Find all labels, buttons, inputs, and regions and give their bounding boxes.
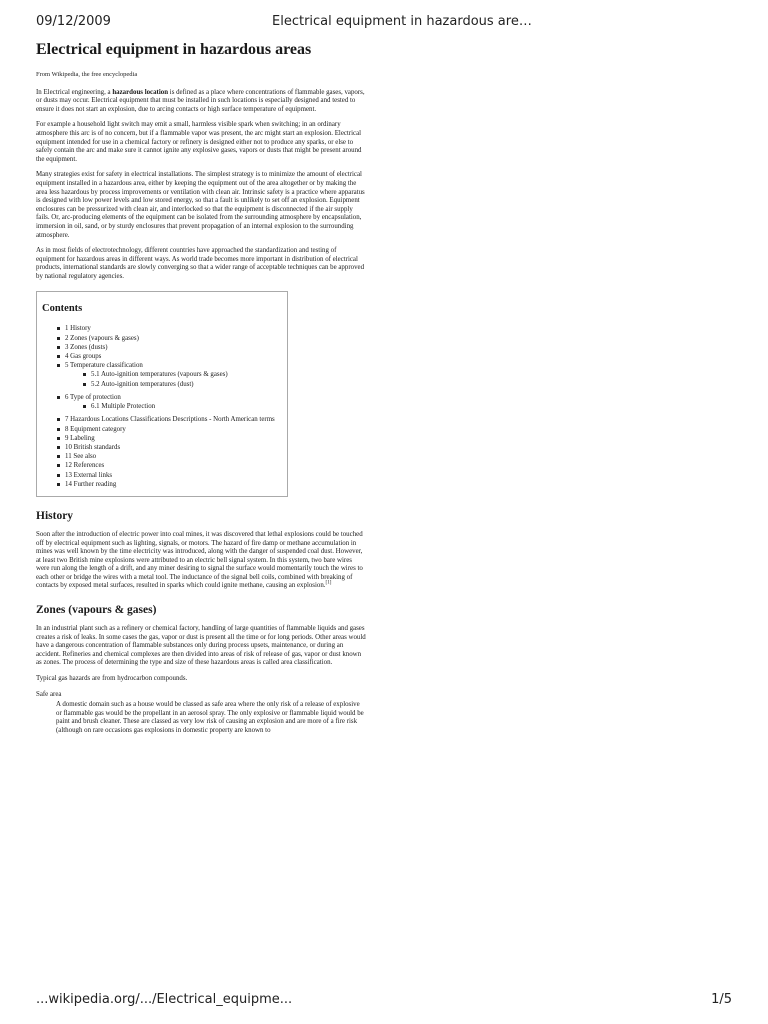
zones-paragraph-2: Typical gas hazards are from hydrocarbon compounds. (36, 675, 188, 683)
toc-item-label[interactable]: 8 Equipment category (65, 425, 126, 433)
intro-1-lead: In Electrical engineering, a (36, 88, 113, 96)
toc-item[interactable] (57, 361, 283, 389)
toc-subitem-label[interactable]: 6.1 Multiple Protection (91, 403, 156, 411)
safe-area-term: Safe area (36, 690, 62, 698)
toc-item[interactable] (57, 415, 283, 424)
toc-item[interactable] (57, 434, 283, 443)
toc-item-label[interactable]: 9 Labeling (65, 434, 95, 442)
toc-sublist (65, 402, 283, 411)
print-footer (0, 992, 768, 1012)
toc-item-label[interactable]: 5 Temperature classification (65, 362, 143, 370)
toc-item-label[interactable]: 2 Zones (vapours & gases) (65, 334, 139, 342)
toc-sublist (65, 370, 283, 388)
zones-paragraph-1: In an industrial plant such as a refinery or chemical factory, handling of large quantities of flammable liquids and gases creates a risk of leaks. In some cases the gas, vapor or dust is present all the time or for long periods. Other areas would have a dangerous concentration of flammable substances only during process upsets, maintenance, or during an accident. Refineries and chemical complexes are then divided into areas of risk of release of gas, vapor or dust known as zones. The process of determining the type and size of these hazardous areas is called area classification. (36, 625, 366, 667)
toc-item[interactable] (57, 452, 283, 461)
toc-item-label[interactable]: 10 British standards (65, 443, 121, 451)
toc-subitem[interactable] (83, 370, 283, 379)
intro-paragraph-2: For example a household light switch may emit a small, harmless visible spark when switching; in an ordinary atmosphere this arc is of no concern, but if a flammable vapor was present, the arc might start an explosion. Electrical equipment intended for use in a chemical factory or refinery is designed either not to produce any sparks, or else to safely contain the arc and make sure it cannot ignite any explosive gases, vapors or dusts that might be present around the equipment. (36, 121, 362, 163)
intro-1-rest: is defined as a place where concentrations of flammable gases, vapors, or dusts may occur. Electrical equipment that must be installed in such locations is especially designed and tested to ensure it does not start an explosion, due to arcing contacts or high surface temperature of equipment. (36, 88, 365, 113)
toc-item[interactable] (57, 443, 283, 452)
toc-item[interactable] (57, 425, 283, 434)
toc-item-label[interactable]: 4 Gas groups (65, 353, 102, 361)
toc-subitem-label[interactable]: 5.2 Auto-ignition temperatures (dust) (91, 380, 194, 388)
toc-item-label[interactable]: 3 Zones (dusts) (65, 343, 108, 351)
toc-list (41, 324, 283, 488)
toc-item-label[interactable]: 14 Further reading (65, 480, 117, 488)
toc-item-label[interactable]: 6 Type of protection (65, 393, 121, 401)
toc-title: Contents (42, 303, 83, 315)
toc-item[interactable] (57, 352, 283, 361)
history-text: Soon after the introduction of electric power into coal mines, it was discovered that lethal explosions could be touched off by electrical equipment such as lighting, signals, or motors. The hazard of fire damp or methane accumulation in mines was well known by the time electricity was introduced, along with the danger of suspended coal dust. However, at least two British mine explosions were attributed to an electric bell signal system. In this system, two bare wires were run along the length of a drift, and any miner desiring to signal the surface would momentarily touch the wires to each other or bridge the wires with a metal tool. The inductance of the signal bell coils, combined with breaking of contacts by exposed metal surfaces, resulted in sparks which could ignite methane, causing an explosion. (36, 530, 363, 590)
print-page-title: Electrical equipment in hazardous are… (272, 14, 532, 29)
toc-item[interactable] (57, 480, 283, 489)
intro-paragraph-1 (36, 89, 366, 115)
toc-item[interactable] (57, 393, 283, 411)
print-date: 09/12/2009 (36, 14, 111, 29)
zones-heading: Zones (vapours & gases) (36, 604, 157, 617)
toc-item[interactable] (57, 343, 283, 352)
print-url: ...wikipedia.org/.../Electrical_equipme... (36, 992, 293, 1007)
history-paragraph (36, 531, 366, 591)
toc-subitem[interactable] (83, 402, 283, 411)
toc-subitem-label[interactable]: 5.1 Auto-ignition temperatures (vapours & gases) (91, 371, 228, 379)
reference-link[interactable]: [1] (325, 581, 332, 587)
intro-paragraph-4: As in most fields of electrotechnology, different countries have approached the standardization and testing of equipment for hazardous areas in different ways. As world trade becomes more important in distribution of electrical products, international standards are slowly converging so that a wider range of acceptable techniques can be approved by national regulatory agencies. (36, 247, 365, 280)
toc-item[interactable] (57, 324, 283, 333)
intro-1-term: hazardous location (112, 88, 169, 96)
safe-area-description: A domestic domain such as a house would be classed as safe area where the only risk of a release of explosive or flammable gas would be the propellant in an aerosol spray. The only explosive or flammable liquid would be paint and brush cleaner. These are classed as very low risk of causing an explosion and are more of a fire risk (although on rare occasions gas explosions in domestic property are known to (56, 701, 364, 735)
article (36, 40, 366, 736)
toc-item[interactable] (57, 334, 283, 343)
intro-paragraph-3: Many strategies exist for safety in electrical installations. The simplest strategy is to minimize the amount of electrical equipment installed in a hazardous area, either by keeping the equipment out of the area altogether or by making the area less hazardous by process improvements or ventilation with clean air. Intrinsic safety is a practice where apparatus is designed with low power levels and low stored energy, so that a fault is unlikely to set off an explosion. Equipment enclosures can be pressurized with clean air, and interlocked so that the equipment is disconnected if the air supply fails. Or, arc-producing elements of the equipment can be isolated from the surrounding atmosphere by encapsulation, immersion in oil, sand, or by sturdy enclosures that prevent propagation of an internal explosion to the surrounding atmosphere. (36, 171, 365, 239)
article-source-line: From Wikipedia, the free encyclopedia (36, 71, 138, 78)
table-of-contents (36, 291, 288, 496)
print-header (0, 14, 768, 34)
toc-item-label[interactable]: 7 Hazardous Locations Classifications Descriptions - North American terms (65, 416, 275, 424)
toc-item[interactable] (57, 461, 283, 470)
history-heading: History (36, 509, 74, 522)
page-number: 1/5 (711, 992, 732, 1007)
article-title: Electrical equipment in hazardous areas (36, 41, 312, 58)
toc-subitem[interactable] (83, 380, 283, 389)
toc-item-label[interactable]: 13 External links (65, 471, 113, 479)
toc-item-label[interactable]: 1 History (65, 325, 91, 333)
toc-item[interactable] (57, 471, 283, 480)
toc-item-label[interactable]: 12 References (65, 462, 105, 470)
toc-item-label[interactable]: 11 See also (65, 453, 97, 461)
